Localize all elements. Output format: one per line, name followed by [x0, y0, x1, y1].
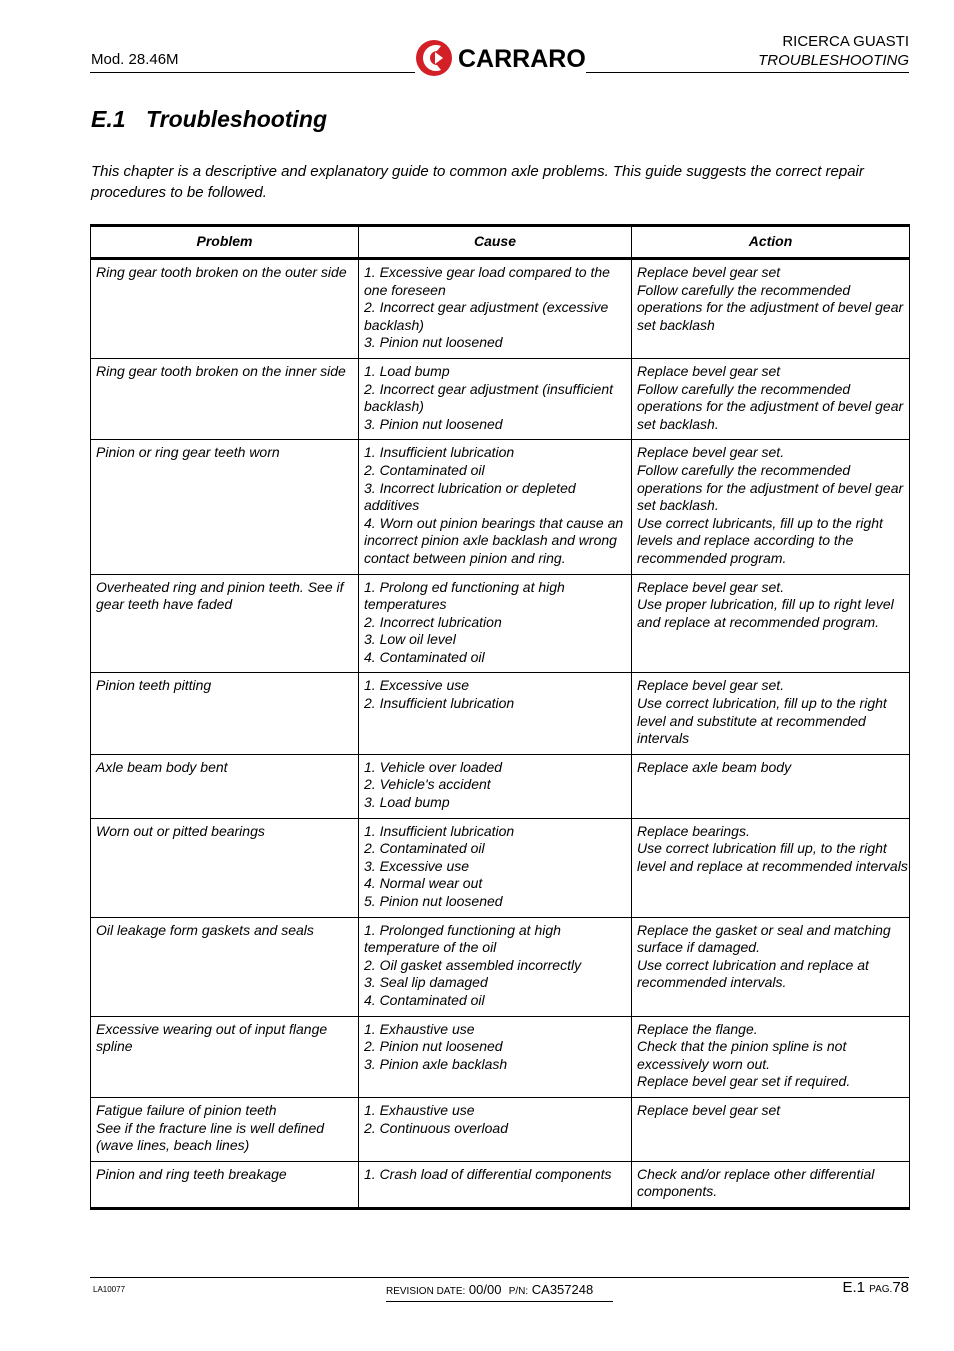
cause-line: 3. Pinion nut loosened — [364, 415, 503, 432]
troubleshooting-table — [90, 224, 910, 1210]
problem-cell — [91, 1097, 359, 1161]
cause-line: 5. Pinion nut loosened — [364, 893, 503, 909]
table-row — [91, 818, 910, 917]
action-line: Replace the gasket or seal and matching surface if damaged. — [637, 921, 891, 956]
problem-cell — [91, 917, 359, 1016]
cause-line: 1. Crash load of differential components — [364, 1165, 612, 1182]
action-line: Use correct lubrication and replace at recommended intervals. — [637, 956, 869, 991]
cause-cell — [359, 1097, 632, 1161]
cause-line: 1. Prolonged functioning at high temperature of the oil — [364, 921, 561, 956]
action-cell — [632, 818, 910, 917]
problem-line: See if the fracture line is well defined (wave lines, beach lines) — [96, 1119, 325, 1154]
table-row — [91, 673, 910, 754]
table-row — [91, 440, 910, 574]
action-line: Use correct lubrication fill up, to the right level and replace at recommended intervals — [637, 840, 908, 874]
problem-line: Ring gear tooth broken on the inner side — [96, 362, 346, 379]
cause-line: 2. Incorrect gear adjustment (insufficient backlash) — [364, 380, 614, 415]
revision-value: 00/00 — [468, 1282, 502, 1297]
cause-line: 4. Normal wear out — [364, 875, 483, 892]
action-line: Use proper lubrication, fill up to right level and replace at recommended program. — [637, 596, 894, 630]
cause-line: 1. Exhaustive use — [364, 1020, 475, 1037]
cause-cell — [359, 574, 632, 673]
table-row — [91, 574, 910, 673]
logo-wordmark: CARRARO — [458, 45, 586, 73]
header-cause: Cause — [359, 226, 632, 259]
problem-line: Fatigue failure of pinion teeth — [96, 1101, 277, 1118]
cause-line: 3. Pinion nut loosened — [364, 334, 503, 351]
problem-cell — [91, 1016, 359, 1097]
cause-line: 3. Excessive use — [364, 857, 470, 874]
action-line: Replace bevel gear set — [637, 362, 781, 379]
cause-line: 2. Contaminated oil — [364, 461, 485, 478]
table-row — [91, 1016, 910, 1097]
table-row — [91, 358, 910, 439]
action-line: Follow carefully the recommended operations for the adjustment of bevel gear set backlash — [637, 281, 904, 333]
cause-line: 3. Seal lip damaged — [364, 974, 488, 991]
action-line: Follow carefully the recommended operations for the adjustment of bevel gear set backlash. — [637, 461, 904, 514]
action-cell — [632, 1097, 910, 1161]
cause-line: 1. Insufficient lubrication — [364, 444, 515, 461]
problem-line: Pinion or ring gear teeth worn — [96, 444, 280, 461]
cause-line: 1. Prolong ed functioning at high temperatures — [364, 578, 565, 613]
action-cell — [632, 754, 910, 818]
table-row — [91, 1097, 910, 1161]
action-line: Replace axle beam body — [637, 758, 792, 775]
action-line: Replace the flange. — [637, 1020, 758, 1037]
action-line: Replace bevel gear set. — [637, 578, 785, 595]
action-line: Use correct lubricants, fill up to the right levels and replace according to the recommended program. — [637, 514, 883, 566]
model-label: Mod. 28.46M — [91, 51, 179, 68]
problem-cell — [91, 818, 359, 917]
problem-cell — [91, 673, 359, 754]
cause-line: 1. Excessive gear load compared to the one foreseen — [364, 264, 610, 298]
title-number: E.1 — [91, 106, 126, 132]
problem-cell — [91, 358, 359, 439]
cause-line: 2. Insufficient lubrication — [364, 695, 515, 712]
cause-line: 3. Incorrect lubrication or depleted additives — [364, 479, 576, 514]
action-cell — [632, 259, 910, 359]
cause-line: 2. Incorrect gear adjustment (excessive backlash) — [364, 299, 609, 333]
page-value: 78 — [892, 1279, 909, 1296]
problem-line: Overheated ring and pinion teeth. See if gear teeth have faded — [96, 578, 344, 613]
cause-line: 3. Load bump — [364, 794, 450, 811]
action-line: Replace bevel gear set. — [637, 444, 785, 461]
problem-line: Oil leakage form gaskets and seals — [96, 921, 314, 938]
page-title — [91, 106, 327, 133]
problem-cell — [91, 440, 359, 574]
cause-line: 1. Load bump — [364, 362, 450, 379]
problem-line: Pinion and ring teeth breakage — [96, 1165, 287, 1182]
table-row — [91, 917, 910, 1016]
table-body — [91, 259, 910, 1209]
cause-cell — [359, 1016, 632, 1097]
header-rule-left — [90, 72, 415, 73]
cause-cell — [359, 917, 632, 1016]
page-number — [842, 1279, 909, 1296]
action-cell — [632, 440, 910, 574]
cause-line: 4. Contaminated oil — [364, 991, 485, 1008]
revision-info — [386, 1282, 613, 1302]
action-line: Replace bevel gear set. — [637, 677, 785, 694]
problem-line: Axle beam body bent — [96, 758, 228, 775]
cause-line: 2. Vehicle's accident — [364, 776, 491, 793]
carraro-logo — [414, 37, 590, 79]
action-cell — [632, 673, 910, 754]
cause-line: 4. Contaminated oil — [364, 648, 485, 665]
action-cell — [632, 917, 910, 1016]
table-row — [91, 259, 910, 359]
cause-line: 2. Contaminated oil — [364, 840, 485, 857]
cause-line: 1. Exhaustive use — [364, 1101, 475, 1118]
problem-cell — [91, 754, 359, 818]
problem-line: Ring gear tooth broken on the outer side — [96, 264, 347, 280]
cause-cell — [359, 259, 632, 359]
header-action: Action — [632, 226, 910, 259]
cause-cell — [359, 440, 632, 574]
problem-line: Worn out or pitted bearings — [96, 822, 265, 839]
problem-cell — [91, 259, 359, 359]
revision-label: REVISION DATE: — [386, 1286, 466, 1297]
action-line: Use correct lubrication, fill up to the right level and substitute at recommended intervals — [637, 695, 887, 747]
header-rule-right — [586, 72, 909, 73]
cause-cell — [359, 673, 632, 754]
logo-mark-icon — [416, 40, 452, 76]
problem-line: Excessive wearing out of input flange spline — [96, 1020, 328, 1055]
intro-paragraph: This chapter is a descriptive and explanatory guide to common axle problems. This guide suggests the correct repair procedures to be followed. — [91, 163, 864, 201]
action-cell — [632, 1016, 910, 1097]
cause-line: 1. Excessive use — [364, 677, 470, 694]
cause-line: 3. Pinion axle backlash — [364, 1055, 508, 1072]
problem-line: Pinion teeth pitting — [96, 677, 212, 694]
cause-line: 2. Pinion nut loosened — [364, 1038, 503, 1055]
footer-rule — [90, 1277, 909, 1278]
part-number-value: CA357248 — [531, 1282, 594, 1297]
section-italian: RICERCA GUASTI — [782, 33, 909, 50]
cause-cell — [359, 1161, 632, 1208]
action-line: Check and/or replace other differential components. — [637, 1165, 875, 1200]
title-text: Troubleshooting — [146, 106, 328, 132]
cause-cell — [359, 754, 632, 818]
part-number-label: P/N: — [508, 1286, 529, 1297]
action-line: Follow carefully the recommended operations for the adjustment of bevel gear set backlash. — [637, 380, 904, 432]
action-cell — [632, 358, 910, 439]
problem-cell — [91, 1161, 359, 1208]
action-line: Replace bearings. — [637, 822, 750, 839]
header-section — [758, 32, 909, 70]
table-row — [91, 1161, 910, 1208]
page-label: PAG. — [869, 1284, 893, 1295]
cause-line: 1. Insufficient lubrication — [364, 822, 515, 839]
cause-line: 2. Oil gasket assembled incorrectly — [364, 956, 582, 973]
action-line: Replace bevel gear set — [637, 1101, 781, 1118]
action-line: Replace bevel gear set if required. — [637, 1073, 851, 1090]
cause-cell — [359, 818, 632, 917]
problem-cell — [91, 574, 359, 673]
action-line: Replace bevel gear set — [637, 264, 781, 280]
cause-line: 3. Low oil level — [364, 631, 456, 648]
section-english: TROUBLESHOOTING — [758, 52, 909, 69]
action-cell — [632, 574, 910, 673]
footer-section: E.1 — [842, 1279, 865, 1296]
cause-line: 1. Vehicle over loaded — [364, 758, 503, 775]
action-cell — [632, 1161, 910, 1208]
table-header-row — [91, 226, 910, 259]
action-line: Check that the pinion spline is not excessively worn out. — [637, 1038, 847, 1072]
cause-line: 4. Worn out pinion bearings that cause an incorrect pinion axle backlash and wrong contact between pinion and ring. — [364, 514, 624, 566]
cause-line: 2. Continuous overload — [364, 1119, 508, 1136]
cause-line: 2. Incorrect lubrication — [364, 613, 502, 630]
header-problem: Problem — [91, 226, 359, 259]
cause-cell — [359, 358, 632, 439]
table-row — [91, 754, 910, 818]
document-code: LA10077 — [93, 1285, 126, 1294]
